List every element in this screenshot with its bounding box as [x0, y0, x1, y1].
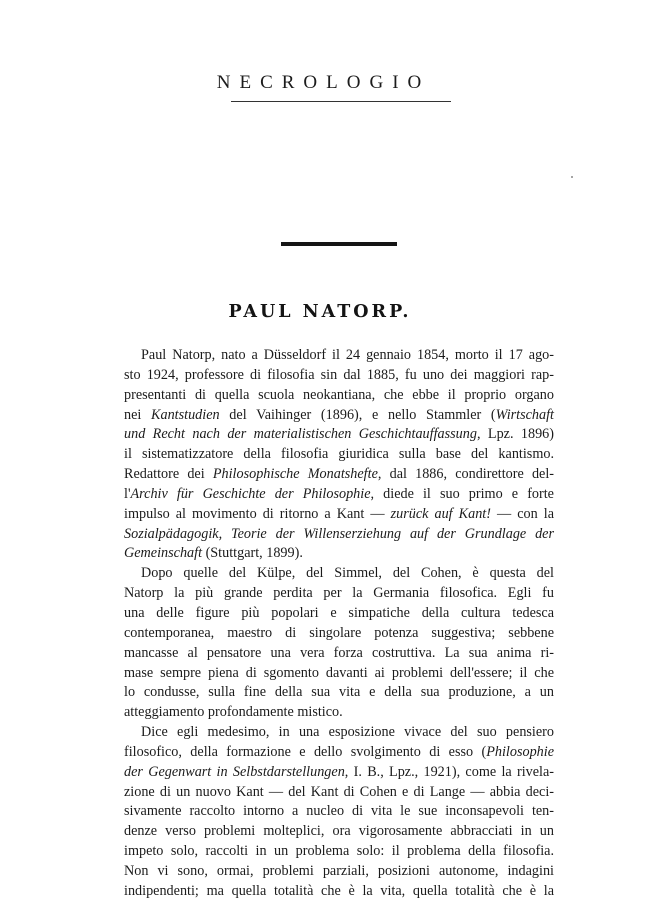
text-span: contemporanea, maestro di singolare potenza suggestiva; sebbene [124, 624, 554, 641]
italic-title-span: und Recht nach der materialistischen Geschichtauffassung [124, 426, 477, 443]
italic-title-span: Sozialpädagogik, Teorie der Willenserziehung auf der Grundlage der [124, 525, 554, 542]
text-line [124, 505, 554, 525]
text-span: Paul Natorp, nato a Düsseldorf il 24 gennaio 1854, morto il 17 ago- [141, 347, 554, 363]
text-span: impeto solo, raccolti in un problema solo: il problema della filosofia. [124, 843, 554, 860]
article-body [124, 346, 554, 902]
text-span: del Vaihinger (1896), e nello Stammler ( [219, 406, 496, 423]
text-line [124, 584, 554, 604]
text-line [124, 346, 554, 366]
text-line [124, 366, 554, 386]
text-line [124, 425, 554, 445]
text-span: , Lpz. 1896) [476, 426, 554, 443]
article-title: PAUL NATORP. [228, 302, 412, 322]
text-span: Natorp la più grande perdita per la Germania filosofica. Egli fu [124, 585, 554, 602]
text-span: sto 1924, professore di filosofia sin dal 1885, fu uno dei maggiori rap- [124, 366, 554, 383]
header-rule [231, 101, 451, 102]
text-span: mase sempre piena di sgomento davanti ai problemi dell'essere; il che [124, 664, 554, 681]
text-line [124, 763, 554, 783]
running-header: NECROLOGIO [216, 72, 431, 93]
text-line [124, 783, 554, 803]
italic-title-span: Gemeinschaft [124, 545, 203, 562]
text-span: filosofico, della formazione e dello svolgimento di esso ( [124, 743, 487, 760]
text-line [124, 743, 554, 763]
text-line [124, 406, 554, 426]
text-line [124, 485, 554, 505]
text-line [124, 842, 554, 862]
italic-title-span: zurück auf Kant! [390, 505, 491, 522]
text-span: denze verso problemi molteplici, ora vigorosamente abbracciati in un [124, 823, 554, 840]
text-span: lo condusse, sulla fine della sua vita e della sua produzione, a un [124, 684, 554, 701]
text-span: indipendenti; ma quella totalità che è la vita, quella totalità che è la [124, 882, 554, 899]
text-span: nei [124, 406, 152, 423]
italic-title-span: Kantstudien [151, 406, 220, 423]
text-span: mancasse al pensatore una vera forza costruttiva. La sua anima ri- [124, 644, 554, 661]
text-line [124, 445, 554, 465]
text-line [124, 525, 554, 545]
italic-title-span: der Gegenwart in Selbstdarstellungen [124, 763, 345, 780]
text-span: Dopo quelle del Külpe, del Simmel, del Cohen, è questa del [141, 565, 554, 582]
text-line [124, 644, 554, 664]
text-line [124, 386, 554, 406]
text-line [124, 544, 554, 564]
text-span: , diede il suo primo e forte [370, 485, 554, 502]
text-span: presentanti di quella scuola neokantiana, che ebbe il proprio organo [124, 386, 554, 403]
text-span: il sistematizzatore della filosofia giuridica sulla base del kantismo. [124, 446, 554, 463]
text-span: Redattore dei [124, 466, 213, 483]
text-line [124, 564, 554, 584]
text-line [124, 862, 554, 882]
text-span: atteggiamento profondamente mistico. [124, 704, 343, 721]
text-span: sivamente raccolto intorno a nucleo di vita le sue inconsapevoli ten- [124, 803, 554, 820]
text-span: — con la [490, 505, 554, 522]
text-line [124, 723, 554, 743]
text-span: , dal 1886, condirettore del- [377, 466, 555, 483]
margin-speck [571, 176, 573, 178]
text-line [124, 683, 554, 703]
text-span: zione di un nuovo Kant — del Kant di Cohen e di Lange — abbia deci- [124, 783, 554, 800]
text-span: (Stuttgart, 1899). [202, 545, 303, 562]
text-span: una delle figure più popolari e simpatiche della cultura tedesca [124, 604, 554, 621]
text-line [124, 802, 554, 822]
section-divider-rule [281, 242, 397, 246]
text-line [124, 703, 554, 723]
text-span: Non vi sono, ormai, problemi parziali, posizioni autonome, indagini [124, 862, 554, 879]
italic-title-span: Wirtschaft [495, 406, 554, 423]
text-span: , I. B., Lpz., 1921), come la rivela- [344, 763, 554, 780]
italic-title-span: Archiv für Geschichte der Philosophie [130, 485, 371, 502]
italic-title-span: Philosophische Monatshefte [212, 466, 378, 483]
italic-title-span: Philosophie [486, 743, 554, 760]
text-line [124, 822, 554, 842]
text-span: Dice egli medesimo, in una esposizione vivace del suo pensiero [141, 724, 554, 741]
text-line [124, 664, 554, 684]
text-line [124, 465, 554, 485]
text-line [124, 624, 554, 644]
text-line [124, 604, 554, 624]
text-line [124, 882, 554, 902]
text-span: l' [124, 485, 131, 502]
text-span: impulso al movimento di ritorno a Kant — [124, 505, 391, 522]
